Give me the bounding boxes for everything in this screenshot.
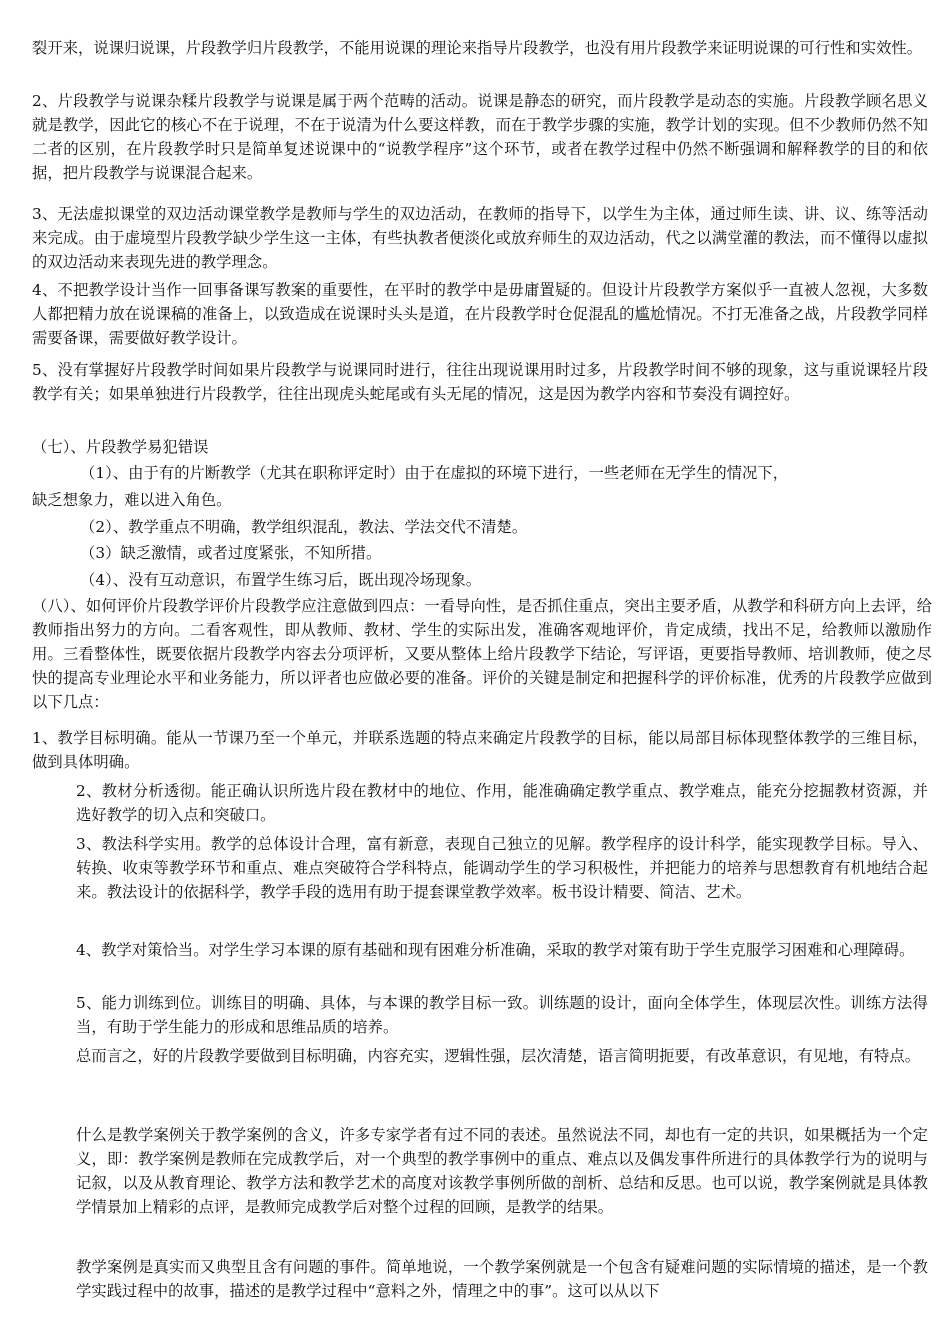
section-heading-7: （七）、片段教学易犯错误 [32, 438, 209, 456]
list-item-7-3: （3）缺乏激情，或者过度紧张，不知所措。 [80, 544, 382, 562]
summary-paragraph: 总而言之，好的片段教学要做到目标明确，内容充实，逻辑性强，层次清楚，语言简明扼要，有改革意识，有见地，有特点。 [76, 1047, 921, 1065]
criteria-item-3: 3、教法科学实用。教学的总体设计合理，富有新意，表现自己独立的见解。教学程序的设计科学，能实现教学目标。导入、转换、收束等教学环节和重点、难点突破符合学科特点，能调动学生的学习积极性，并把能力的培养与思想教育有机地结合起来。教法设计的依据科学，教学手段的选用有助于提套课堂教学效率。板书设计精要、简洁、艺术。 [76, 835, 928, 901]
list-item-7-4: （4）、没有互动意识，布置学生练习后，既出现冷场现象。 [80, 571, 482, 589]
paragraph-item-2: 2、片段教学与说课杂糅片段教学与说课是属于两个范畴的活动。说课是静态的研究，而片段教学是动态的实施。片段教学顾名思义就是教学，因此它的核心不在于说理，不在于说清为什么要这样教，而在于教学步骤的实施，教学计划的实现。但不少教师仍然不知二者的区别，在片段教学时只是简单复述说课中的“说教学程序”这个环节，或者在教学过程中仍然不断强调和解释教学的目的和依据，把片段教学与说课混合起来。 [32, 92, 928, 182]
teaching-case-description: 教学案例是真实而又典型且含有问题的事件。简单地说，一个教学案例就是一个包含有疑难问题的实际情境的描述，是一个教学实践过程中的故事，描述的是教学过程中“意料之外，情理之中的事”。这可以从以下 [76, 1258, 928, 1300]
paragraph-item-5: 5、没有掌握好片段教学时间如果片段教学与说课同时进行，往往出现说课用时过多，片段教学时间不够的现象，这与重说课轻片段教学有关；如果单独进行片段教学，往往出现虎头蛇尾或有头无尾的情况，这是因为教学内容和节奏没有调控好。 [32, 361, 928, 403]
list-item-7-1-continuation: 缺乏想象力，难以进入角色。 [32, 491, 232, 509]
criteria-item-1: 1、教学目标明确。能从一节课乃至一个单元，并联系选题的特点来确定片段教学的目标，能以局部目标体现整体教学的三维目标，做到具体明确。 [32, 729, 928, 771]
criteria-item-4: 4、教学对策恰当。对学生学习本课的原有基础和现有困难分析准确，采取的教学对策有助于学生克服学习困难和心理障碍。 [76, 941, 915, 959]
list-item-7-1: （1）、由于有的片断教学（尤其在职称评定时）由于在虚拟的环境下进行，一些老师在无学生的情况下， [80, 464, 789, 482]
section-heading-8: （八）、如何评价片段教学评价片段教学应注意做到四点：一看导向性，是否抓住重点，突出主要矛盾，从教学和科研方向上去评，给教师指出努力的方向。二看客观性，即从教师、教材、学生的实际出发，准确客观地评价，肯定成绩，找出不足，给教师以激励作用。三看整体性，既要依据片段教学内容去分项评析，又要从整体上给片段教学下结论，写评语，更要指导教师、培训教师，使之尽快的提高专业理论水平和业务能力，所以评者也应做必要的准备。评价的关键是制定和把握科学的评价标准，优秀的片段教学应做到以下几点： [32, 597, 932, 711]
list-item-7-2: （2）、教学重点不明确，教学组织混乱，教法、学法交代不清楚。 [80, 518, 528, 536]
teaching-case-definition: 什么是教学案例关于教学案例的含义，许多专家学者有过不同的表述。虽然说法不同，却也有一定的共识，如果概括为一个定义，即：教学案例是教师在完成教学后，对一个典型的教学事例中的重点、难点以及偶发事件所进行的具体教学行为的说明与记叙，以及从教育理论、教学方法和教学艺术的高度对该教学事例所做的剖析、总结和反思。也可以说，教学案例就是具体教学情景加上精彩的点评，是教师完成教学后对整个过程的回顾，是教学的结果。 [76, 1126, 928, 1216]
criteria-item-2: 2、教材分析透彻。能正确认识所选片段在教材中的地位、作用，能准确确定教学重点、教学难点，能充分挖掘教材资源，并选好教学的切入点和突破口。 [76, 782, 928, 824]
paragraph-item-4: 4、不把教学设计当作一回事备课写教案的重要性，在平时的教学中是毋庸置疑的。但设计片段教学方案似乎一直被人忽视，大多数人都把精力放在说课稿的准备上，以致造成在说课时头头是道，在片段教学时仓促混乱的尴尬情况。不打无准备之战，片段教学同样需要备课，需要做好教学设计。 [32, 281, 928, 347]
paragraph-intro-continuation: 裂开来，说课归说课，片段教学归片段教学，不能用说课的理论来指导片段教学，也没有用片段教学来证明说课的可行性和实效性。 [32, 39, 923, 57]
criteria-item-5: 5、能力训练到位。训练目的明确、具体，与本课的教学目标一致。训练题的设计，面向全体学生，体现层次性。训练方法得当，有助于学生能力的形成和思维品质的培养。 [76, 994, 928, 1036]
paragraph-item-3: 3、无法虚拟课堂的双边活动课堂教学是教师与学生的双边活动，在教师的指导下，以学生为主体，通过师生读、讲、议、练等活动来完成。由于虚境型片段教学缺少学生这一主体，有些执教者便淡化或放弃师生的双边活动，代之以满堂灌的教法，而不懂得以虚拟的双边活动来表现先进的教学理念。 [32, 205, 928, 271]
